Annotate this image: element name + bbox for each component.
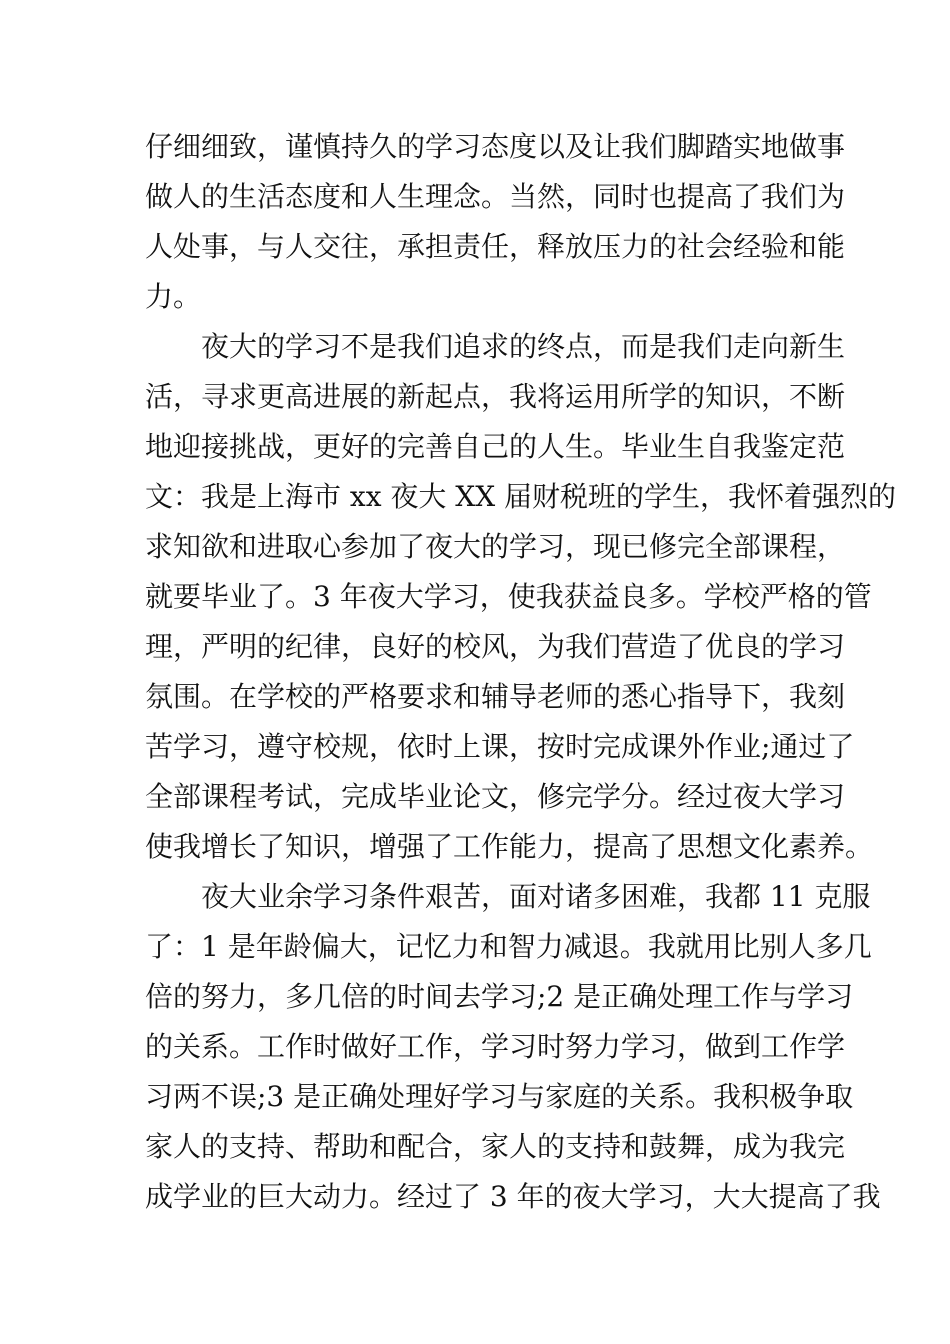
- text-line: 成学业的巨大动力。经过了 3 年的夜大学习，大大提高了我: [145, 1180, 881, 1213]
- text-line: 倍的努力，多几倍的时间去学习;2 是正确处理工作与学习: [145, 980, 854, 1013]
- text-line: 理，严明的纪律，良好的校风，为我们营造了优良的学习: [145, 630, 846, 663]
- text-line: 的关系。工作时做好工作，学习时努力学习，做到工作学: [145, 1030, 846, 1063]
- text-line: 文：我是上海市 xx 夜大 XX 届财税班的学生，我怀着强烈的: [145, 480, 897, 513]
- text-line: 人处事，与人交往，承担责任，释放压力的社会经验和能: [145, 230, 846, 263]
- text-line: 氛围。在学校的严格要求和辅导老师的悉心指导下，我刻: [145, 680, 846, 713]
- paragraph-first-line: 夜大业余学习条件艰苦，面对诸多困难，我都 11 克服: [201, 880, 871, 913]
- text-line: 求知欲和进取心参加了夜大的学习，现已修完全部课程，: [145, 530, 846, 563]
- text-line: 家人的支持、帮助和配合，家人的支持和鼓舞，成为我完: [145, 1130, 846, 1163]
- text-line: 了：1 是年龄偏大，记忆力和智力减退。我就用比别人多几: [145, 930, 872, 963]
- paragraph-first-line: 夜大的学习不是我们追求的终点，而是我们走向新生: [201, 330, 846, 363]
- text-line: 就要毕业了。3 年夜大学习，使我获益良多。学校严格的管: [145, 580, 872, 613]
- text-line: 全部课程考试，完成毕业论文，修完学分。经过夜大学习: [145, 780, 846, 813]
- text-line: 活，寻求更高进展的新起点，我将运用所学的知识，不断: [145, 380, 846, 413]
- body-text: [145, 122, 897, 1222]
- text-line: 做人的生活态度和人生理念。当然，同时也提高了我们为: [145, 180, 846, 213]
- text-line: 力。: [145, 280, 202, 313]
- text-line: 苦学习，遵守校规，依时上课，按时完成课外作业;通过了: [145, 730, 855, 763]
- text-line: 使我增长了知识，增强了工作能力，提高了思想文化素养。: [145, 830, 874, 863]
- text-line: 地迎接挑战，更好的完善自己的人生。毕业生自我鉴定范: [145, 430, 846, 463]
- text-line: 仔细细致，谨慎持久的学习态度以及让我们脚踏实地做事: [145, 130, 846, 163]
- text-line: 习两不误;3 是正确处理好学习与家庭的关系。我积极争取: [145, 1080, 854, 1113]
